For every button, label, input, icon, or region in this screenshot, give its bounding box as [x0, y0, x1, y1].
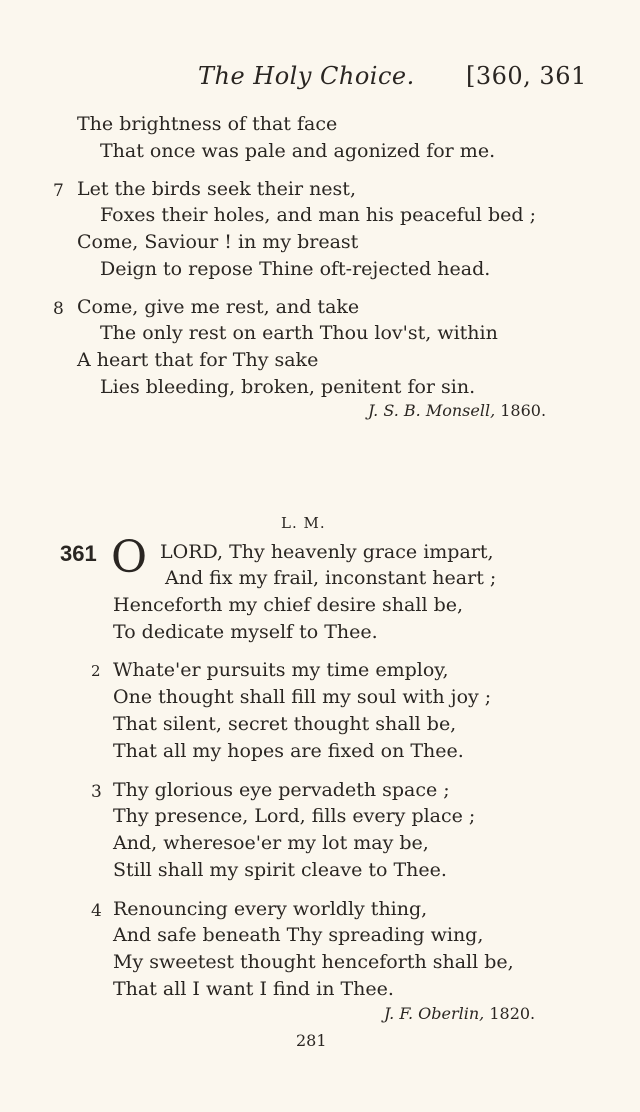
- verse-line: My sweetest thought henceforth shall be,: [113, 951, 514, 973]
- verse-line: The only rest on earth Thou lov'st, within: [100, 322, 498, 344]
- verse-line: Foxes their holes, and man his peaceful bed ;: [100, 204, 536, 226]
- verse-line: And fix my frail, inconstant heart ;: [165, 567, 497, 589]
- hymn-number: 361: [60, 541, 97, 566]
- verse-line: A heart that for Thy sake: [77, 349, 319, 371]
- verse-line: LORD, Thy heavenly grace impart,: [160, 541, 494, 563]
- author-name: J. F. Oberlin,: [384, 1004, 485, 1023]
- stanza-number: 2: [91, 662, 101, 680]
- author-year: 1860.: [500, 401, 547, 420]
- verse-line: That silent, secret thought shall be,: [113, 713, 457, 735]
- page-range: [360, 361: [466, 62, 587, 90]
- verse-line: That all I want I find in Thee.: [113, 978, 394, 1000]
- verse-line: The brightness of that face: [77, 113, 338, 135]
- verse-line: Still shall my spirit cleave to Thee.: [113, 859, 447, 881]
- running-title: The Holy Choice.: [198, 62, 415, 90]
- verse-line: That all my hopes are fixed on Thee.: [113, 740, 464, 762]
- verse-line: To dedicate myself to Thee.: [113, 621, 378, 643]
- verse-line: That once was pale and agonized for me.: [100, 140, 496, 162]
- verse-line: Come, Saviour ! in my breast: [77, 231, 359, 253]
- verse-line: And, wheresoe'er my lot may be,: [113, 832, 429, 854]
- verse-line: Lies bleeding, broken, penitent for sin.: [100, 376, 476, 398]
- stanza-number: 3: [91, 782, 102, 802]
- verse-line: One thought shall fill my soul with joy ;: [113, 686, 492, 708]
- verse-line: Thy glorious eye pervadeth space ;: [113, 779, 450, 801]
- drop-cap: O: [111, 532, 148, 583]
- verse-line: Thy presence, Lord, fills every place ;: [113, 805, 476, 827]
- stanza-number: 8: [53, 299, 64, 319]
- verse-line: Let the birds seek their nest,: [77, 178, 356, 200]
- verse-line: Come, give me rest, and take: [77, 296, 360, 318]
- page-number: 281: [296, 1031, 327, 1050]
- verse-line: And safe beneath Thy spreading wing,: [113, 924, 484, 946]
- attribution: [368, 401, 546, 420]
- verse-line: Whate'er pursuits my time employ,: [113, 659, 449, 681]
- author-year: 1820.: [489, 1004, 536, 1023]
- verse-line: Renouncing every worldly thing,: [113, 898, 428, 920]
- attribution: [384, 1004, 535, 1023]
- stanza-number: 4: [91, 901, 102, 921]
- verse-line: Deign to repose Thine oft-rejected head.: [100, 258, 491, 280]
- meter-label: L. M.: [281, 514, 326, 532]
- stanza-number: 7: [53, 181, 64, 201]
- author-name: J. S. B. Monsell,: [368, 401, 496, 420]
- verse-line: Henceforth my chief desire shall be,: [113, 594, 464, 616]
